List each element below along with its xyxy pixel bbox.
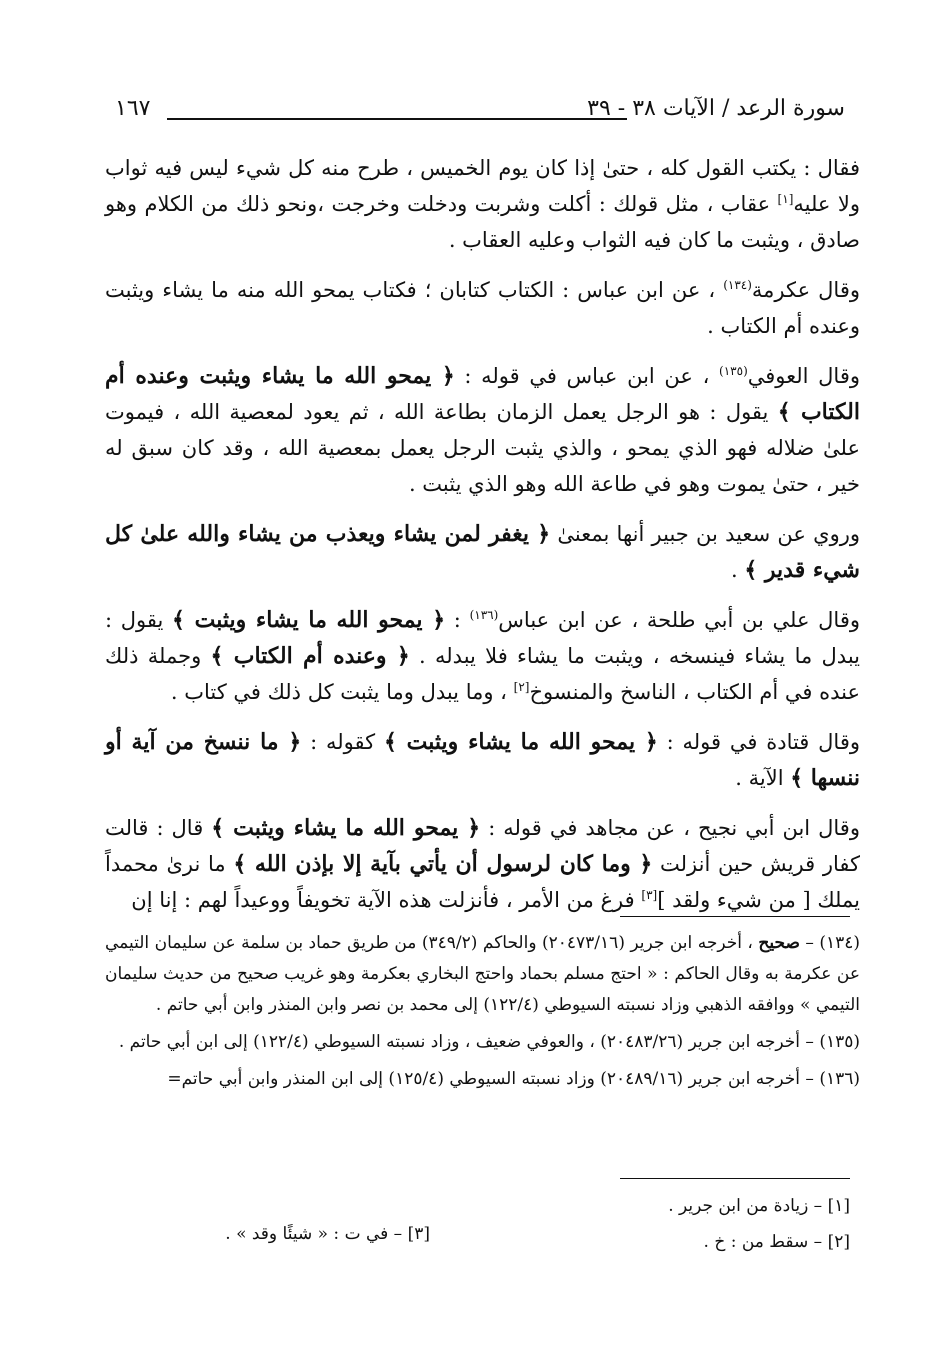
text-run: : <box>445 608 470 632</box>
text-run: ، عن ابن عباس : الكتاب كتابان ؛ فكتاب يمحو الله منه ما يشاء ويثبت وعنده أم الكتاب . <box>105 278 860 338</box>
footnote-reference: [١] <box>777 192 794 206</box>
footnote-reference: [٢] <box>513 680 530 694</box>
text-run: وجملة ذلك عنده في أم الكتاب ، الناسخ والمنسوخ <box>105 644 860 704</box>
quranic-quote: ﴿ يغفر لمن يشاء ويعذب من يشاء والله علىٰ كل شيء قدير ﴾ <box>105 521 860 583</box>
footnote-separator <box>620 916 850 917</box>
text-run: قال : قالت كفار قريش حين أنزلت <box>105 816 860 876</box>
quranic-quote: ﴿ وعنده أم الكتاب ﴾ <box>210 643 410 669</box>
text-run: ، عن ابن عباس في قوله : <box>454 364 720 388</box>
text-run: الآية . <box>735 766 791 790</box>
footnote-reference: (١٣٤) <box>723 278 752 292</box>
text-run: وقال قتادة في قوله : <box>657 730 861 754</box>
footnote <box>105 928 860 1021</box>
text-run: كقوله : <box>301 730 384 754</box>
text-run: . <box>730 558 745 582</box>
textual-variants <box>200 1196 850 1266</box>
text-run: وقال العوفي <box>747 364 860 388</box>
footnotes <box>105 928 860 1101</box>
text-run: فقال : يكتب القول كله ، حتىٰ إذا كان يوم الخميس ، طرح منه كل شيء ليس فيه ثواب ولا عليه <box>105 156 861 216</box>
running-title: سورة الرعد / الآيات ٣٨ - ٣٩ <box>587 96 845 121</box>
text-run: وقال ابن أبي نجيح ، عن مجاهد في قوله : <box>480 816 860 840</box>
variant-note: [٢] – سقط من : خ . <box>703 1232 850 1252</box>
text-run: (١٣٥) – أخرجه ابن جرير (٢٠٤٨٣/٢٦) ، والعوفي ضعيف ، وزاد نسبته السيوطي (١٢٢/٤) إلى ابن أبي حاتم . <box>118 1032 860 1052</box>
footnote <box>105 1027 860 1058</box>
footnote-reference: [٣] <box>641 888 658 902</box>
text-run: ما نرىٰ محمداً يملك [ من شيء ولقد ] <box>105 852 860 912</box>
text-run: ، وما يبدل وما يثبت كل ذلك في كتاب . <box>170 680 514 704</box>
paragraph <box>105 272 860 344</box>
header-rule <box>167 118 627 120</box>
footnote-reference: (١٣٦) <box>469 608 499 622</box>
page-number: ١٦٧ <box>115 96 151 121</box>
paragraph <box>105 150 860 258</box>
footnote <box>105 1064 860 1095</box>
variant-note: [١] – زيادة من ابن جرير . <box>668 1196 850 1216</box>
main-text <box>105 150 860 932</box>
quranic-quote: ﴿ يمحو الله ما يشاء ويثبت ﴾ <box>383 729 658 755</box>
text-run: عقاب ، مثل قولك : أكلت وشربت ودخلت وخرجت ،ونحو ذلك من الكلام وهو صادق ، ويثبت ما كان فيه الثواب وعليه العقاب . <box>105 192 860 252</box>
quranic-quote: ﴿ ما ننسخ من آية أو ننسها ﴾ <box>105 729 860 791</box>
variants-separator <box>620 1178 850 1179</box>
text-run: وروي عن سعيد بن جبير أنها بمعنىٰ <box>550 522 860 546</box>
paragraph <box>105 516 860 588</box>
text-run: (١٣٦) – أخرجه ابن جرير (٢٠٤٨٩/١٦) وزاد نسبته السيوطي (١٢٥/٤) إلى ابن المنذر وابن أبي حاتم= <box>167 1069 860 1089</box>
text-run: (١٣٤) – <box>799 933 860 953</box>
text-run: ، أخرجه ابن جرير (٢٠٤٧٣/١٦) والحاكم (٣٤٩/٢) من طريق حماد بن سلمة عن سليمان التيمي عن عكرمة به وقال الحاكم : « احتج مسلم بحماد واحتج البخاري بعكرمة وهو غريب صحيح من حديث سليمان التيمي » ووافقه الذهبي وزاد نسبته السيوطي (١٢٢/٤) إلى محمد بن نصر وابن المنذر وابن أبي حاتم . <box>105 933 860 1015</box>
paragraph <box>105 724 860 796</box>
text-run: فرغ من الأمر ، فأنزلت هذه الآية تخويفاً ووعيداً لهم : إنا إن <box>131 888 642 912</box>
text-run: وقال علي بن أبي طلحة ، عن ابن عباس <box>498 608 861 632</box>
text-run: يقول : هو الرجل يعمل الزمان بطاعة الله ، ثم يعود لمعصية الله ، فيموت علىٰ ضلاله فهو الذي يمحو ، والذي يثبت الرجل يعمل بمعصية الله ، وقد كان سبق له خير ، حتىٰ يموت وهو في طاعة الله وهو الذي يثبت . <box>105 400 860 496</box>
paragraph <box>105 602 860 710</box>
quranic-quote: ﴿ وما كان لرسول أن يأتي بآية إلا بإذن الله ﴾ <box>233 851 653 877</box>
footnote-reference: (١٣٥) <box>719 364 748 378</box>
quranic-quote: ﴿ يمحو الله ما يشاء ويثبت وعنده أم الكتاب ﴾ <box>105 363 860 425</box>
paragraph <box>105 810 860 918</box>
variant-note: [٣] – في ت : « شيئًا وقد » . <box>225 1224 430 1244</box>
quranic-quote: صحيح <box>758 933 800 953</box>
text-run: يقول : يبدل ما يشاء فينسخه ، ويثبت ما يشاء فلا يبدله . <box>105 608 860 668</box>
page-header <box>105 96 845 130</box>
paragraph <box>105 358 860 502</box>
text-run: وقال عكرمة <box>751 278 860 302</box>
quranic-quote: ﴿ يمحو الله ما يشاء ويثبت ﴾ <box>211 815 481 841</box>
quranic-quote: ﴿ يمحو الله ما يشاء ويثبت ﴾ <box>172 607 446 633</box>
